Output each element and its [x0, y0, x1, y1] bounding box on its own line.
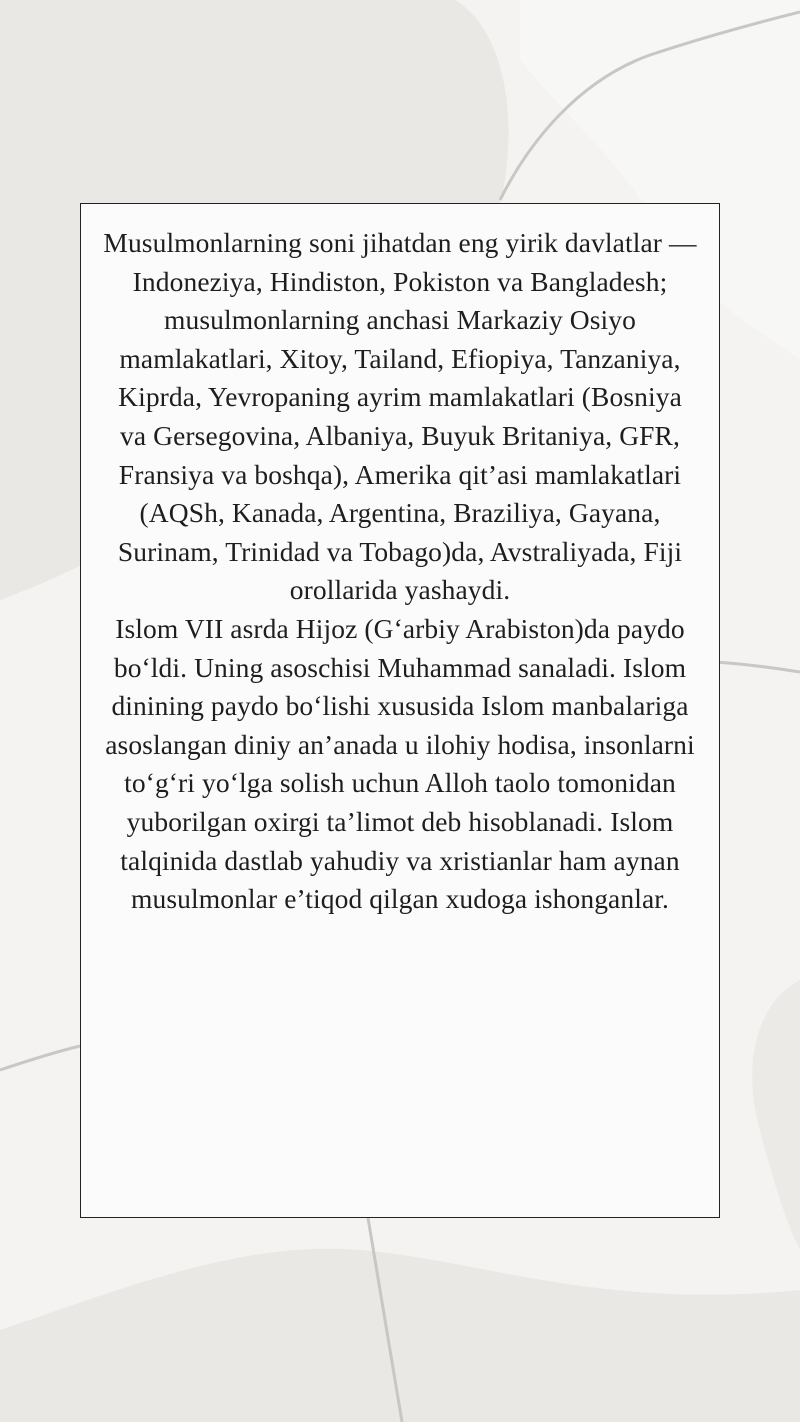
background-line-left: [0, 1046, 80, 1070]
background-blob-bottom: [0, 1249, 800, 1422]
background-line-right: [715, 662, 800, 672]
background-blob-right: [752, 980, 800, 1250]
card-text: [81, 224, 719, 919]
paragraph-muslim-countries: Musulmonlarning soni jihatdan eng yirik davlatlar — Indoneziya, Hindiston, Pokiston va Bangladesh; musulmonlarning anchasi Markaziy Osiyo mamlakatlari, Xitoy, Tailand, Efiopiya, Tanzaniya, Kiprda, Yevropaning ayrim mamlakatlari (Bosniya va Gersegovina, Albaniya, Buyuk Britaniya, GFR, Fransiya va boshqa), Amerika qit’asi mamlakatlari (AQSh, Kanada, Argentina, Braziliya, Gayana, Surinam, Trinidad va Tobago)da, Avstraliyada, Fiji orollarida yashaydi.: [103, 227, 697, 606]
paragraph-islam-origin: Islom VII asrda Hijoz (Gʻarbiy Arabiston)da paydo boʻldi. Uning asoschisi Muhammad sanaladi. Islom dinining paydo boʻlishi xususida Islom manbalariga asoslangan diniy an’anada u ilohiy hodisa, insonlarni toʻgʻri yoʻlga solish uchun Alloh taolo tomonidan yuborilgan oxirgi ta’limot deb hisoblanadi. Islom talqinida dastlab yahudiy va xristianlar ham aynan musulmonlar e’tiqod qilgan xudoga ishonganlar.: [105, 612, 695, 915]
text-card: [80, 203, 720, 1218]
